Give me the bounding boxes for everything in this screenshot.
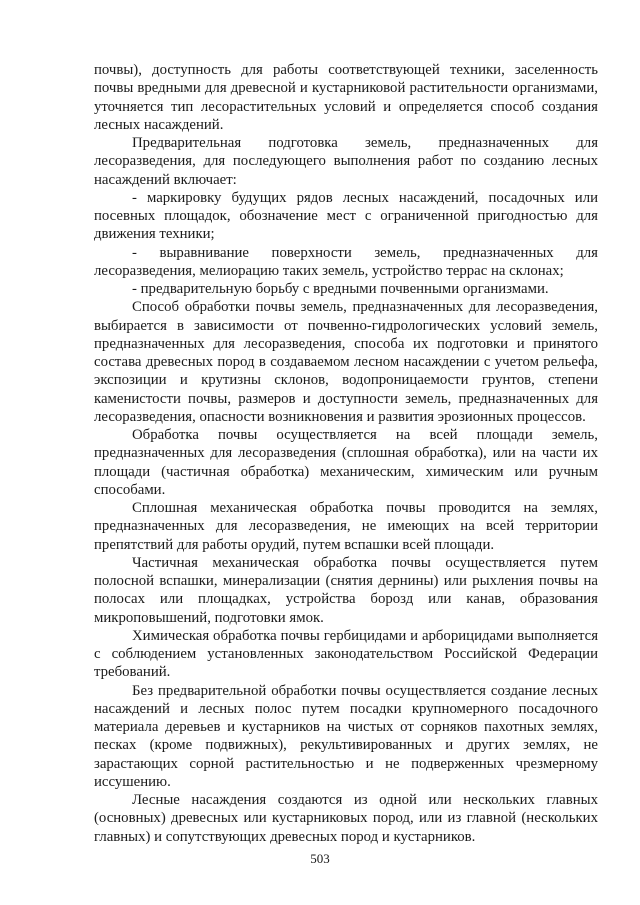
page-number: 503	[310, 851, 330, 866]
list-item-leveling: - выравнивание поверхности земель, предназначенных для лесоразведения, мелиорацию таких земель, устройство террас на склонах;	[94, 244, 598, 279]
paragraph-tillage-area: Обработка почвы осуществляется на всей площади земель, предназначенных для лесоразведения (сплошная обработка), или на части их площади (частичная обработка) механическим, химическим или ручным способами.	[94, 427, 598, 498]
paragraph-partial-tillage: Частичная механическая обработка почвы осуществляется путем полосной вспашки, минерализации (снятия дернины) или рыхления почвы на полосах или площадках, устройства борозд или канав, образования микроповышений, подготовки ямок.	[94, 554, 598, 626]
paragraph-continuous-tillage: Сплошная механическая обработка почвы проводится на землях, предназначенных для лесоразведения, не имеющих на всей территории препятствий для работы орудий, путем вспашки всей площади.	[94, 500, 598, 553]
paragraph-no-tillage: Без предварительной обработки почвы осуществляется создание лесных насаждений и лесных полос путем посадки крупномерного посадочного материала деревьев и кустарников на чистых от сорняков пахотных землях, песках (кроме подвижных), рекультивированных и других землях, не зарастающих сорной растительностью и не подверженных чрезмерному иссушению.	[94, 682, 598, 790]
paragraph-tillage-method: Способ обработки почвы земель, предназначенных для лесоразведения, выбирается в зависимости от почвенно-гидрологических условий земель, предназначенных для лесоразведения, способа их подготовки и принятого состава древесных пород в создаваемом лесном насаждении с учетом рельефа, экспозиции и крутизны склонов, водопроницаемости грунтов, степени каменистости почвы, размеров и доступности земель, предназначенных для лесоразведения, опасности возникновения и развития эрозионных процессов.	[94, 299, 598, 425]
list-item-marking: - маркировку будущих рядов лесных насаждений, посадочных или посевных площадок, обозначение мест с ограниченной пригодностью для движения техники;	[94, 189, 598, 243]
list-item-pest-control: - предварительную борьбу с вредными почвенными организмами.	[132, 281, 549, 297]
paragraph-continuation: почвы), доступность для работы соответствующей техники, заселенность почвы вредными для древесной и кустарниковой растительности организмами, уточняется тип лесорастительных условий и определяется способ создания лесных насаждений.	[94, 62, 598, 133]
paragraph-chemical-tillage: Химическая обработка почвы гербицидами и арборицидами выполняется с соблюдением установленных законодательством Российской Федерации требований.	[94, 627, 598, 681]
document-body	[94, 61, 598, 846]
paragraph-species-composition: Лесные насаждения создаются из одной или нескольких главных (основных) древесных или кустарниковых пород, или из главной (нескольких главных) и сопутствующих древесных пород и кустарников.	[94, 792, 598, 845]
paragraph-preparation: Предварительная подготовка земель, предназначенных для лесоразведения, для последующего выполнения работ по созданию лесных насаждений включает:	[94, 135, 598, 188]
